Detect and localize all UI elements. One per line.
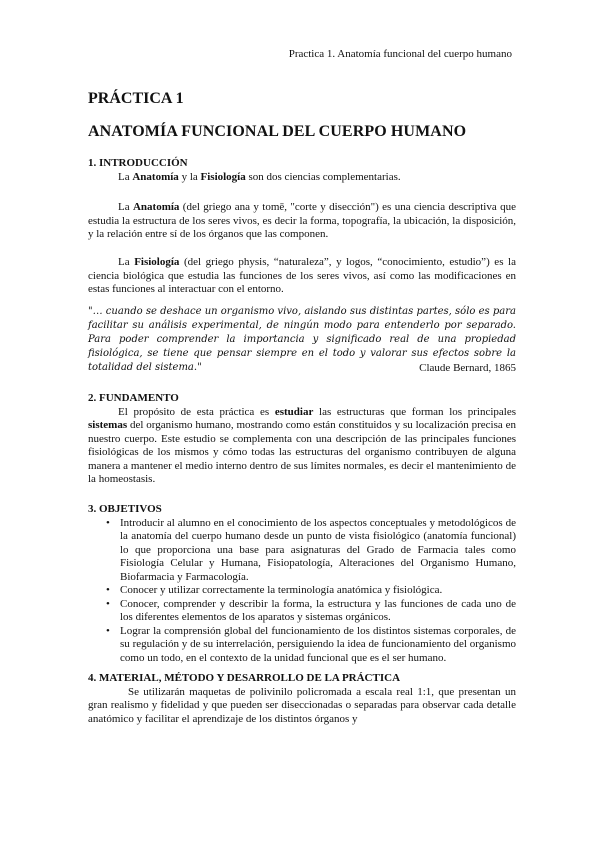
term-fisiologia: Fisiología: [200, 170, 246, 183]
material-paragraph: Se utilizarán maquetas de polivinilo policromada a escala real 1:1, que presentan un gran realismo y fidelidad y que pueden ser diseccionadas o separadas para observar cada detalle anatómico y facilitar el aprendizaje de los distintos órganos y: [88, 685, 516, 725]
text-run: (del griego physis, “naturaleza”, y logos, “conocimiento, estudio”) es la ciencia biológica que estudia las funciones de los seres vivos, así como las modificaciones en estas funciones al interactuar con el entorno.: [88, 256, 516, 295]
text-run: La: [118, 201, 133, 213]
running-header: Practica 1. Anatomía funcional del cuerpo humano: [288, 48, 512, 60]
section-material: [88, 672, 516, 726]
section-objetivos: [88, 503, 516, 665]
list-item: • Conocer, comprender y describir la forma, la estructura y las funciones de cada uno de los diferentes elementos de los aparatos y sistemas orgánicos.: [88, 598, 516, 625]
list-item: • Lograr la comprensión global del funcionamiento de los distintos sistemas corporales, de su regulación y de su interrelación, persiguiendo la idea de funcionamiento del organismo como un todo, en el contexto de la unidad funcional que es el ser humano.: [88, 625, 516, 666]
quote-attribution: Claude Bernard, 1865: [419, 362, 516, 374]
text-run: son dos ciencias complementarias.: [245, 170, 401, 183]
quote-block: "… cuando se deshace un organismo vivo, aislando sus distintas partes, sólo es para facilitar su análisis experimental, de ningún modo para entenderlo por separado. Para poder comprender la importancia y significado real de una propiedad fisiológica, se tiene que pensar siempre en el todo y valorar sus efectos sobre la totalidad del sistema.": [88, 306, 516, 373]
fundamento-paragraph: [88, 406, 516, 487]
practice-title: PRÁCTICA 1: [88, 90, 184, 107]
section-introduccion: [88, 157, 516, 184]
text-run: las estructuras que forman los principales: [313, 405, 517, 418]
objetivos-list: [88, 517, 516, 666]
section-heading: 4. MATERIAL, MÉTODO Y DESARROLLO DE LA PRÁCTICA: [88, 672, 401, 684]
section-heading: 3. OBJETIVOS: [88, 503, 162, 515]
intro-paragraph-3: [88, 256, 516, 297]
list-item: • Introducir al alumno en el conocimiento de los aspectos conceptuales y metodológicos de la anatomía del cuerpo humano desde un punto de vista fisiológico (anatomía funcional) lo que proporciona una base para asignaturas del Grado de Farmacia tales como Fisiología Celular y Humana, Fisiopatología, Alteraciones del Organismo Humano, Biofarmacia y Farmacología.: [88, 517, 516, 585]
term-fisiologia: Fisiología: [134, 256, 180, 268]
term-estudiar: estudiar: [274, 405, 314, 418]
intro-paragraph-1: [88, 171, 516, 185]
text-run: El propósito de esta práctica es: [118, 405, 275, 418]
term-sistemas: sistemas: [88, 419, 128, 431]
section-fundamento: [88, 392, 516, 487]
text-run: La: [118, 170, 133, 183]
intro-paragraph-2: [88, 201, 516, 242]
list-item: • Conocer y utilizar correctamente la terminología anatómica y fisiológica.: [88, 584, 516, 598]
term-anatomia: Anatomía: [132, 201, 180, 213]
text-run: y la: [178, 170, 201, 183]
text-run: (del griego ana y tomē, "corte y disección") es una ciencia descriptiva que estudia la estructura de los seres vivos, es decir la forma, topografía, la ubicación, la disposición, y la relación entre sí de los órganos que las componen.: [88, 201, 516, 240]
text-run: La: [118, 256, 135, 268]
section-heading: 2. FUNDAMENTO: [88, 392, 179, 404]
section-heading: 1. INTRODUCCIÓN: [88, 157, 188, 169]
main-title: ANATOMÍA FUNCIONAL DEL CUERPO HUMANO: [88, 123, 467, 140]
term-anatomia: Anatomía: [132, 170, 179, 183]
text-run: del organismo humano, mostrando como están constituidos y su localización precisa en nuestro cuerpo. Este estudio se complementa con una descripción de las principales funciones fisiológicas de los mismos y cómo todas las estructuras del organismo contribuyen de alguna manera a mantener el medio interno dentro de sus límites normales, es decir el mantenimiento de la homeostasis.: [88, 419, 516, 485]
